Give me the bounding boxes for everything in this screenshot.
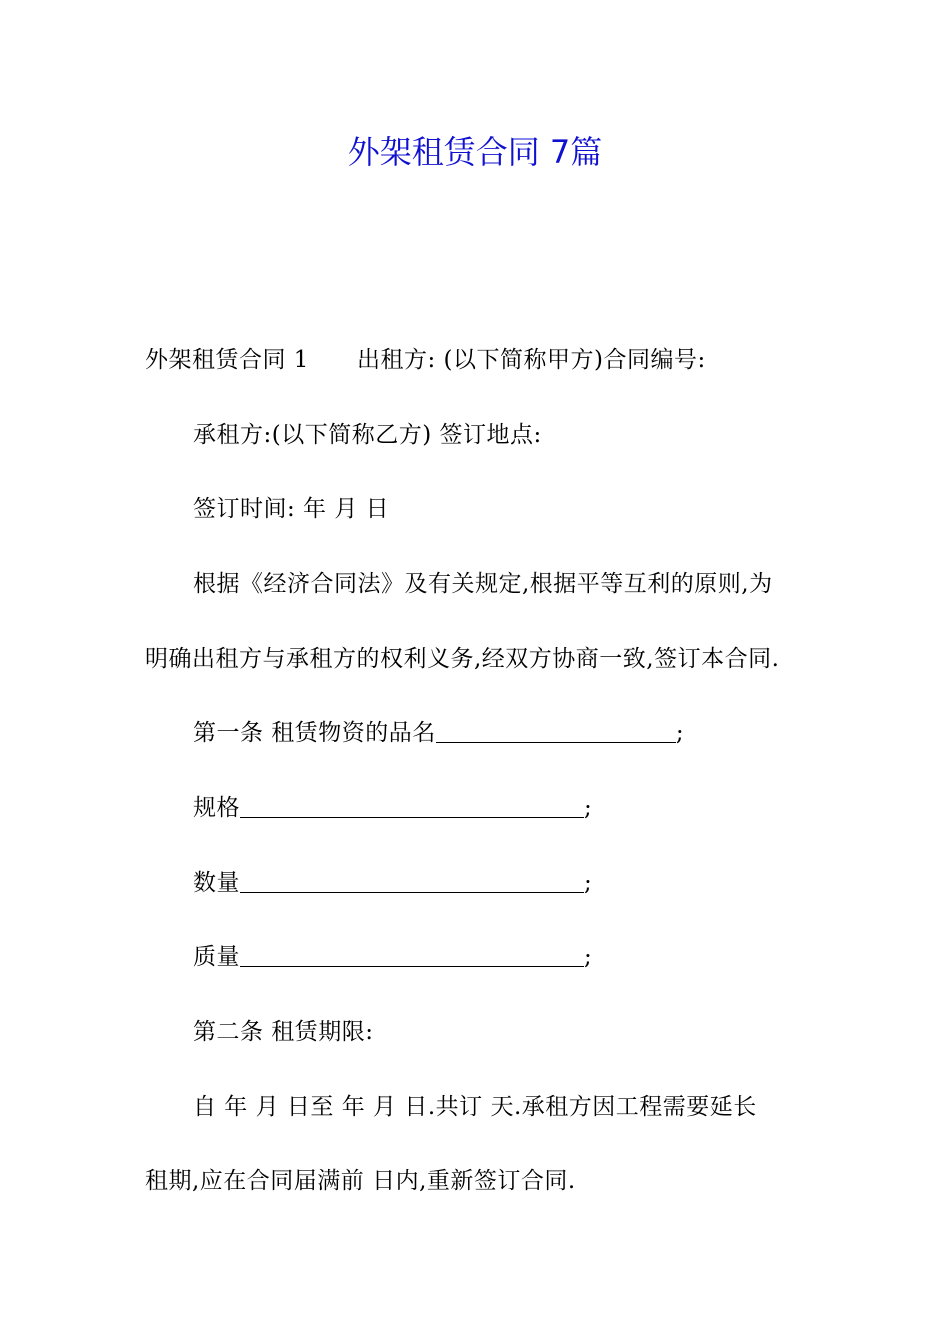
paragraph-contract-header [145,345,810,375]
paragraph-basis-line2: 明确出租方与承租方的权利义务,经双方协商一致,签订本合同. [145,646,780,672]
paragraph-term-line2: 租期,应在合同届满前 日内,重新签订合同. [145,1168,576,1194]
document-title: 外架租赁合同 7篇 [347,133,603,171]
paragraph-spec [193,793,810,823]
paragraph-basis-line1: 根据《经济合同法》及有关规定,根据平等互利的原则,为 [193,571,773,597]
blank-line [240,816,584,818]
quantity-label: 数量 [193,870,240,896]
spec-label: 规格 [193,795,240,821]
blank-line [240,965,584,967]
semicolon: ; [675,720,685,746]
paragraph-article-2: 第二条 租赁期限: [193,1019,374,1045]
quality-label: 质量 [193,944,240,970]
paragraph-term-line1: 自 年 月 日至 年 月 日.共订 天.承租方因工程需要延长 [193,1094,757,1120]
paragraph-article-1 [193,718,810,748]
contract-number-label: 外架租赁合同 1 [145,347,309,373]
paragraph-quantity [193,868,810,898]
semicolon: ; [584,944,593,970]
lessor-line: 出租方: (以下简称甲方)合同编号: [356,347,706,373]
blank-line [240,891,584,893]
semicolon: ; [584,795,593,821]
paragraph-sign-date: 签订时间: 年 月 日 [193,496,390,522]
paragraph-lessee: 承租方:(以下简称乙方) 签订地点: [193,422,542,448]
semicolon: ; [584,870,593,896]
paragraph-quality [193,942,810,972]
article-1-text: 第一条 租赁物资的品名 [193,720,436,746]
blank-line [436,741,676,743]
